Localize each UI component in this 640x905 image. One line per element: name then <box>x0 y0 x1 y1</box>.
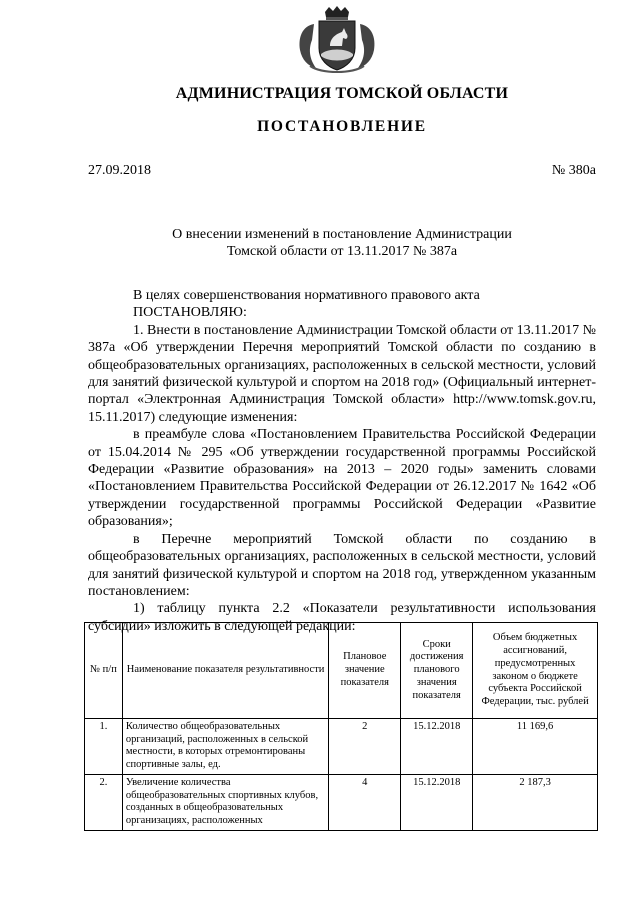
header-plan: Плановое значение показателя <box>329 623 401 719</box>
header-name: Наименование показателя результативности <box>122 623 328 719</box>
row-1-num: 1. <box>85 719 123 775</box>
body-paragraph-list-change: в Перечне мероприятий Томской области по созданию в общеобразовательных организациях, расположенных в сельской местности, условий для занятий физической культурой и спортом на 2018 год, утвержденном указанным постановлением: <box>88 531 596 599</box>
header-amount: Объем бюджетных ассигнований, предусмотренных законом о бюджете субъекта Российской Федерации, тыс. рублей <box>473 623 598 719</box>
subject-line-2: Томской области от 13.11.2017 № 387а <box>226 244 458 259</box>
header-term: Сроки достижения планового значения показателя <box>401 623 473 719</box>
row-2-plan: 4 <box>329 774 401 830</box>
body-paragraph-purpose: В целях совершенствования нормативного правового акта <box>133 288 480 303</box>
row-2-name: Увеличение количества общеобразовательных спортивных клубов, созданных в общеобразовательных организациях, расположенных <box>122 774 328 830</box>
body-paragraph-item-1: 1. Внести в постановление Администрации Томской области от 13.11.2017 № 387а «Об утверждении Перечня мероприятий Томской области по созданию в общеобразовательных организациях, расположенных в сельской местности, условий для занятий физической культурой и спортом на 2018 год» (Официальный интернет-портал «Электронная Администрация Томской области» http://www.tomsk.gov.ru, 15.11.2017) следующие изменения: <box>88 322 596 425</box>
row-2-amount: 2 187,3 <box>473 774 598 830</box>
document-subject <box>150 226 534 260</box>
table-row <box>85 774 598 830</box>
body-paragraph-decree: ПОСТАНОВЛЯЮ: <box>133 305 247 321</box>
row-1-amount: 11 169,6 <box>473 719 598 775</box>
table-header-row <box>85 623 598 719</box>
body-paragraph-preamble-change: в преамбуле слова «Постановлением Правительства Российской Федерации от 15.04.2014 № 295 «Об утверждении государственной программы Российской Федерации «Развитие образования» на 2013 – 2020 годы» заменить словами «Постановлением Правительства Российской Федерации от 26.12.2017 № 1642 «Об утверждении государственной программы Российской Федерации «Развитие образования»; <box>88 427 596 530</box>
subject-line-1: О внесении изменений в постановление Администрации <box>172 227 512 242</box>
organization-name: АДМИНИСТРАЦИЯ ТОМСКОЙ ОБЛАСТИ <box>175 85 509 102</box>
body-paragraph-table-change: 1) таблицу пункта 2.2 «Показатели результативности использования субсидии» изложить в следующей редакции: <box>88 601 596 634</box>
row-1-name: Количество общеобразовательных организаций, расположенных в сельской местности, в которых отремонтированы спортивные залы, ед. <box>122 719 328 775</box>
document-body <box>88 287 596 635</box>
header-num: № п/п <box>85 623 123 719</box>
coat-of-arms-icon <box>292 4 382 76</box>
document-number: № 380а <box>551 163 596 178</box>
row-1-plan: 2 <box>329 719 401 775</box>
results-table <box>84 622 598 831</box>
table-row <box>85 719 598 775</box>
row-2-num: 2. <box>85 774 123 830</box>
row-2-term: 15.12.2018 <box>401 774 473 830</box>
row-1-term: 15.12.2018 <box>401 719 473 775</box>
document-type: ПОСТАНОВЛЕНИЕ <box>257 118 427 135</box>
document-date: 27.09.2018 <box>88 163 151 178</box>
